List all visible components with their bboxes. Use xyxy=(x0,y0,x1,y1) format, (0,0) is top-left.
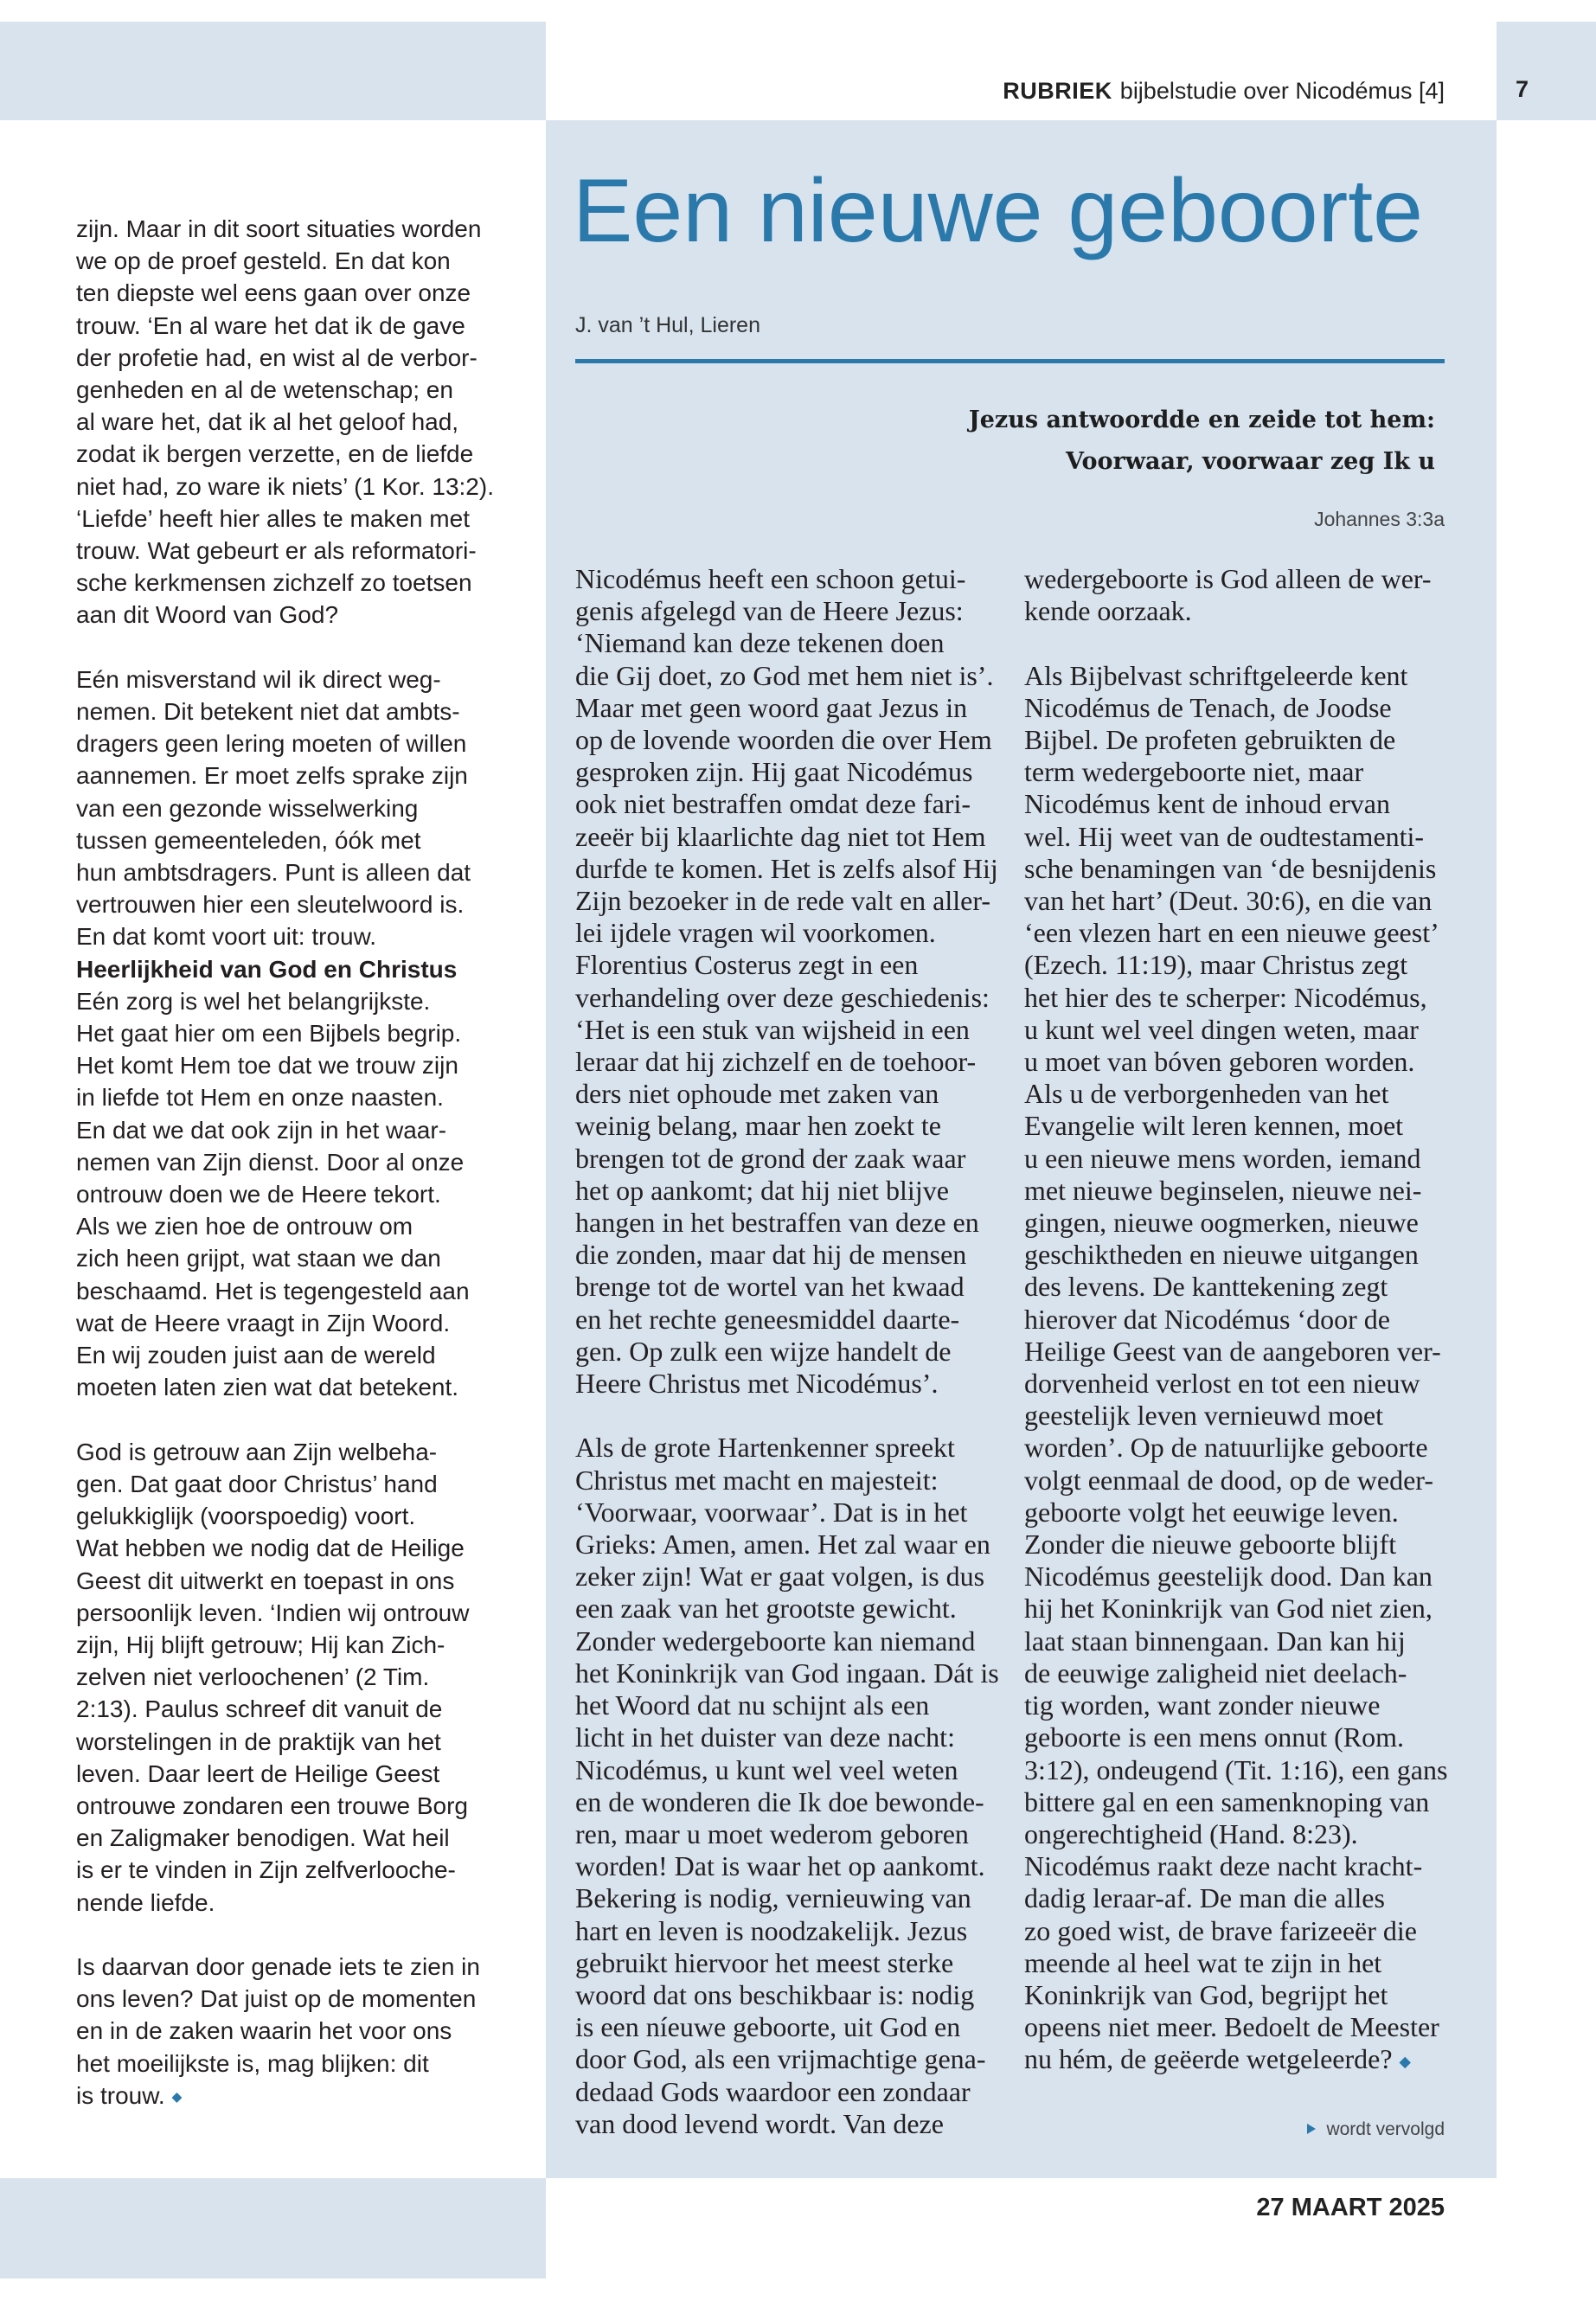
paragraph-text: Als Bijbelvast schriftgeleerde kent Nicodémus de Tenach, de Joodse Bijbel. De profeten gebruikten de term wedergeboorte niet, maar Nicodémus kent de inhoud ervan wel. Hij weet van de oudtestamenti- sche benamingen van ‘de besnijdenis van het hart’ (Deut. 30:6), en die van ‘een vlezen hart en een nieuwe geest’ (Ezech. 11:19), maar Christus zegt het hier des te scherper: Nicodémus, u kunt wel veel dingen weten, maar u moet van bóven geboren worden. Als u de verborgenheden van het Evangelie wilt leren kennen, moet u een nieuwe mens worden, iemand met nieuwe beginselen, nieuwe nei- gingen, nieuwe oogmerken, nieuwe geschiktheden en nieuwe uitgangen des levens. De kanttekening zegt hierover dat Nicodémus ‘door de Heilige Geest van de aangeboren ver- dorvenheid verlost en tot een nieuw geestelijk leven vernieuwd moet worden’. Op de natuurlijke geboorte volgt eenmaal de dood, op de weder- geboorte volgt het eeuwige leven. Zonder die nieuwe geboorte blijft Nicodémus geestelijk dood. Dan kan hij het Koninkrijk van God niet zien, laat staan binnengaan. Dan kan hij de eeuwige zaligheid niet deelach- tig worden, want zonder nieuwe geboorte is een mens onnut (Rom. 3:12), ondeugend (Tit. 1:16), een gans bittere gal en een samenknoping van ongerechtigheid (Hand. 8:23). Nicodémus raakt deze nacht kracht- dadig leraar-af. De man die alles zo goed wist, de brave farizeeër die meende al heel wat te zijn in het Koninkrijk van God, begrijpt het opeens niet meer. Bedoelt de Meester nu hém, de geëerde wetgeleerde? xyxy=(1024,659,1448,2075)
pull-quote-line: Voorwaar, voorwaar zeg Ik u xyxy=(1066,447,1435,475)
continued-label: wordt vervolgd xyxy=(1326,2119,1445,2139)
paragraph: wedergeboorte is God alleen de wer- kende oorzaak. xyxy=(1024,563,1432,627)
title-rule xyxy=(575,359,1445,363)
end-diamond-icon: ◆ xyxy=(1399,2052,1412,2070)
header-band-left xyxy=(0,22,546,120)
end-diamond-icon: ◆ xyxy=(171,2090,183,2106)
paragraph: Als de grote Hartenkenner spreekt Christus met macht en majesteit: ‘Voorwaar, voorwaar’. Dat is in het Grieks: Amen, amen. Het zal waar en zeker zijn! Wat er gaat volgen, is dus een zaak van het grootste gewicht. Zonder wedergeboorte kan niemand het Koninkrijk van God ingaan. Dát is het Woord dat nu schijnt als een licht in het duister van deze nacht: Nicodémus, u kunt wel veel weten en de wonderen die Ik doe bewonde- ren, maar u moet wederom geboren worden! Dat is waar het op aankomt. Bekering is nodig, vernieuwing van hart en leven is noodzakelijk. Jezus gebruikt hiervoor het meest sterke woord dat ons beschikbaar is: nodig is een níeuwe geboorte, uit God en door God, als een vrijmachtige gena- dedaad Gods waardoor een zondaar van dood levend wordt. Van deze xyxy=(575,1432,999,2139)
running-head xyxy=(1003,76,1445,106)
article-column-2 xyxy=(1024,563,1474,2080)
left-column xyxy=(76,213,535,2116)
pull-quote-line: Jezus antwoordde en zeide tot hem: xyxy=(968,407,1435,433)
paragraph-text: Is daarvan door genade iets te zien in ons leven? Dat juist op de momenten en in de zaken waarin het voor ons het moeilijkste is, mag blijken: dit is trouw. xyxy=(76,1952,480,2109)
continued-notice xyxy=(1307,2118,1445,2141)
page-number: 7 xyxy=(1516,76,1529,102)
paragraph xyxy=(76,1951,535,2116)
pull-quote-reference: Johannes 3:3a xyxy=(1314,508,1445,530)
arrow-right-icon xyxy=(1307,2124,1316,2134)
article-title: Een nieuwe geboorte xyxy=(573,161,1423,261)
paragraph xyxy=(1024,660,1474,2080)
header-band-right xyxy=(1497,22,1596,120)
article-author: J. van ’t Hul, Lieren xyxy=(575,313,760,337)
paragraph: Nicodémus heeft een schoon getui- genis afgelegd van de Heere Jezus: ‘Niemand kan deze tekenen doen die Gij doet, zo God met hem niet is’. Maar met geen woord gaat Jezus in op de lovende woorden die over Hem gesproken zijn. Hij gaat Nicodémus ook niet bestraffen omdat deze fari- zeeër bij klaarlichte dag niet tot Hem durfde te komen. Het is zelfs alsof Hij Zijn bezoeker in de rede valt en aller- lei ijdele vragen wil voorkomen. Florentius Costerus zegt in een verhandeling over deze geschiedenis: ‘Het is een stuk van wijsheid in een leraar dat hij zichzelf en de toehoor- ders niet ophoude met zaken van weinig belang, maar hen zoekt te brengen tot de grond der zaak waar het op aankomt; dat hij niet blijve hangen in het bestraffen van deze en die zonden, maar dat hij de mensen brenge tot de wortel van het kwaad en het rechte geneesmiddel daarte- gen. Op zulk een wijze handelt de Heere Christus met Nicodémus’. xyxy=(575,563,998,1400)
section-label: RUBRIEK xyxy=(1003,78,1112,104)
article-column-1 xyxy=(575,563,1012,2140)
paragraph: zijn. Maar in dit soort situaties worden we op de proef gesteld. En dat kon ten diepste wel eens gaan over onze trouw. ‘En al ware het dat ik de gave der profetie had, en wist al de verbor- genheden en al de wetenschap; en al ware het, dat ik al het geloof had, zodat ik bergen verzette, en de liefde niet had, zo ware ik niets’ (1 Kor. 13:2). ‘Liefde’ heeft hier alles te maken met trouw. Wat gebeurt er als reformatori- sche kerkmensen zichzelf zo toetsen aan dit Woord van God? xyxy=(76,215,494,629)
pull-quote xyxy=(969,400,1435,482)
paragraph: God is getrouw aan Zijn welbeha- gen. Dat gaat door Christus’ hand gelukkiglijk (voorspoedig) voort. Wat hebben we nodig dat de Heilige Geest dit uitwerkt en toepast in ons persoonlijk leven. ‘Indien wij ontrouw zijn, Hij blijft getrouw; Hij kan Zich- zelven niet verloochenen’ (2 Tim. 2:13). Paulus schreef dit vanuit de worstelingen in de praktijk van het leven. Daar leert de Heilige Geest ontrouwe zondaren een trouwe Borg en Zaligmaker benodigen. Wat heil is er te vinden in Zijn zelfverlooche- nende liefde. xyxy=(76,1438,470,1916)
section-title: bijbelstudie over Nicodémus [4] xyxy=(1119,78,1445,104)
issue-date: 27 MAART 2025 xyxy=(1256,2194,1445,2221)
section-heading: Heerlijkheid van God en Christus xyxy=(76,955,458,983)
paragraph: Eén misverstand wil ik direct weg- nemen. Dit betekent niet dat ambts- dragers geen lering moeten of willen aannemen. Er moet zelfs sprake zijn van een gezonde wisselwerking tussen gemeenteleden, óók met hun ambtsdragers. Punt is alleen dat vertrouwen hier een sleutelwoord is. En dat komt voort uit: trouw. xyxy=(76,665,471,951)
footer-band-left xyxy=(0,2178,546,2279)
paragraph: Eén zorg is wel het belangrijkste. Het gaat hier om een Bijbels begrip. Het komt Hem toe dat we trouw zijn in liefde tot Hem en onze naasten. En dat we dat ook zijn in het waar- nemen van Zijn dienst. Door al onze ontrouw doen we de Heere tekort. Als we zien hoe de ontrouw om zich heen grijpt, wat staan we dan beschaamd. Het is tegengesteld aan wat de Heere vraagt in Zijn Woord. En wij zouden juist aan de wereld moeten laten zien wat dat betekent. xyxy=(76,987,470,1401)
